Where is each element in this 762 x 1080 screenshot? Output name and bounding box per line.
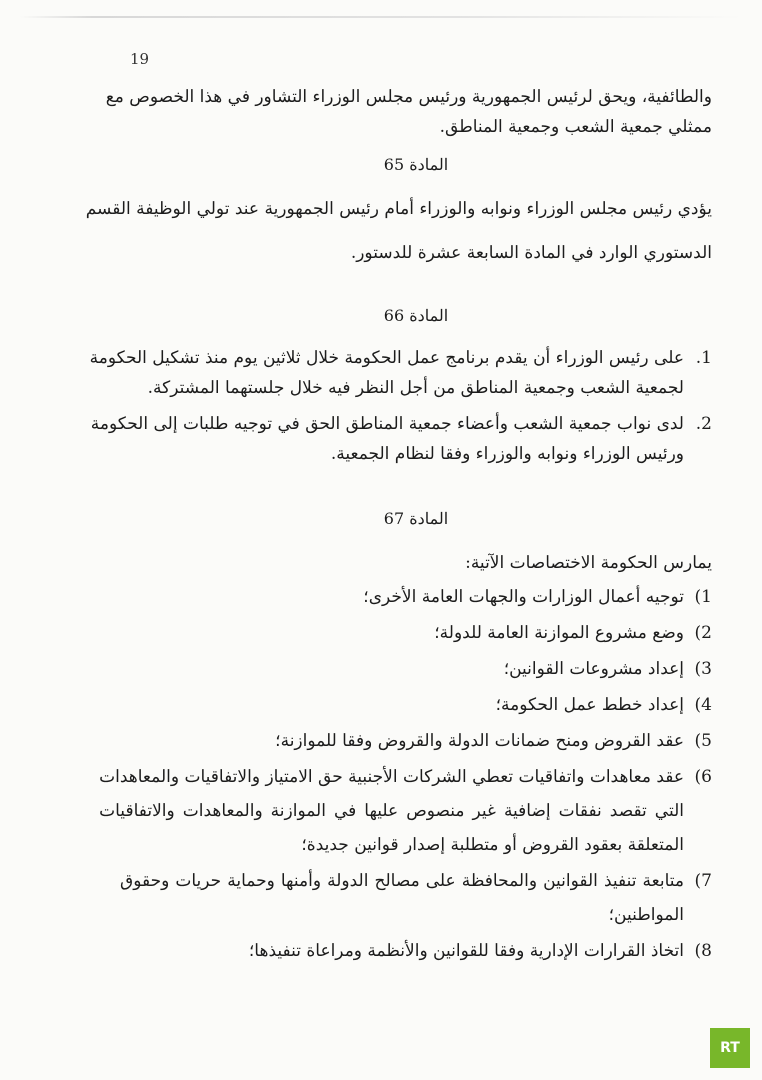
article-66-item-1 xyxy=(89,343,712,403)
item-number: 6) xyxy=(694,767,712,787)
item-number: 2) xyxy=(694,623,712,643)
item-number: 1) xyxy=(694,587,712,607)
document-page xyxy=(85,82,712,966)
rt-logo-text: RT xyxy=(720,1040,740,1056)
item-line: اتخاذ القرارات الإدارية وفقا للقوانين والأنظمة ومراعاة تنفيذها؛ xyxy=(248,941,684,961)
article-67-heading: المادة 67 xyxy=(383,509,449,528)
article-67-item-3 xyxy=(120,654,712,684)
article-67-item-8 xyxy=(120,936,712,966)
article-67-item-4 xyxy=(120,690,712,720)
article-65-line: الدستوري الوارد في المادة السابعة عشرة للدستور. xyxy=(350,243,712,263)
item-line: المواطنين؛ xyxy=(608,905,684,925)
article-66-item-2 xyxy=(90,409,712,469)
item-number: 4) xyxy=(694,695,712,715)
article-67-item-1 xyxy=(120,582,712,612)
article-66-heading: المادة 66 xyxy=(383,306,449,325)
article-67-intro: يمارس الحكومة الاختصاصات الآتية: xyxy=(465,553,712,573)
intro-line: ممثلي جمعية الشعب وجمعية المناطق. xyxy=(439,117,712,137)
article-66-list xyxy=(89,343,712,469)
article-65-paragraph xyxy=(85,194,712,268)
item-number: 8) xyxy=(694,941,712,961)
item-line: متابعة تنفيذ القوانين والمحافظة على مصالح الدولة وأمنها وحماية حريات وحقوق xyxy=(120,871,684,891)
item-line: وضع مشروع الموازنة العامة للدولة؛ xyxy=(434,623,684,643)
item-line: ورئيس الوزراء ونوابه والوزراء وفقا لنظام الجمعية. xyxy=(330,444,684,464)
item-number: 7) xyxy=(694,871,712,891)
scan-top-edge xyxy=(20,16,742,18)
article-65-line: يؤدي رئيس مجلس الوزراء ونوابه والوزراء أمام رئيس الجمهورية عند تولي الوظيفة القسم xyxy=(85,199,712,219)
item-line: إعداد مشروعات القوانين؛ xyxy=(503,659,684,679)
intro-line: والطائفية، ويحق لرئيس الجمهورية ورئيس مجلس الوزراء التشاور في هذا الخصوص مع xyxy=(105,87,712,107)
item-number: 3) xyxy=(694,659,712,679)
article-67-list xyxy=(99,582,712,966)
item-line: على رئيس الوزراء أن يقدم برنامج عمل الحكومة خلال ثلاثين يوم منذ تشكيل الحكومة xyxy=(89,348,684,368)
article-67-item-7 xyxy=(120,866,712,930)
article-67-item-5 xyxy=(120,726,712,756)
rt-watermark-logo xyxy=(710,1028,750,1068)
item-line: لجمعية الشعب وجمعية المناطق من أجل النظر فيه خلال جلستهما المشتركة. xyxy=(147,378,684,398)
item-line: المتعلقة بعقود القروض أو متطلبة إصدار قوانين جديدة؛ xyxy=(301,835,684,855)
intro-paragraph xyxy=(105,82,712,142)
item-line: التي تقصد نفقات إضافية غير منصوص عليها في الموازنة والمعاهدات والاتفاقيات xyxy=(99,801,684,821)
item-line: توجيه أعمال الوزارات والجهات العامة الأخرى؛ xyxy=(363,587,684,607)
article-67-item-2 xyxy=(120,618,712,648)
item-line: لدى نواب جمعية الشعب وأعضاء جمعية المناطق الحق في توجيه طلبات إلى الحكومة xyxy=(90,414,684,434)
item-line: عقد معاهدات واتفاقيات تعطي الشركات الأجنبية حق الامتياز والاتفاقيات والمعاهدات xyxy=(99,767,684,787)
item-number: 2. xyxy=(695,414,712,434)
item-number: 1. xyxy=(695,348,712,368)
article-67-item-6 xyxy=(99,762,712,860)
item-line: عقد القروض ومنح ضمانات الدولة والقروض وفقا للموازنة؛ xyxy=(275,731,684,751)
article-65-heading: المادة 65 xyxy=(383,155,449,174)
page-number: 19 xyxy=(130,50,150,68)
item-line: إعداد خطط عمل الحكومة؛ xyxy=(495,695,684,715)
item-number: 5) xyxy=(694,731,712,751)
